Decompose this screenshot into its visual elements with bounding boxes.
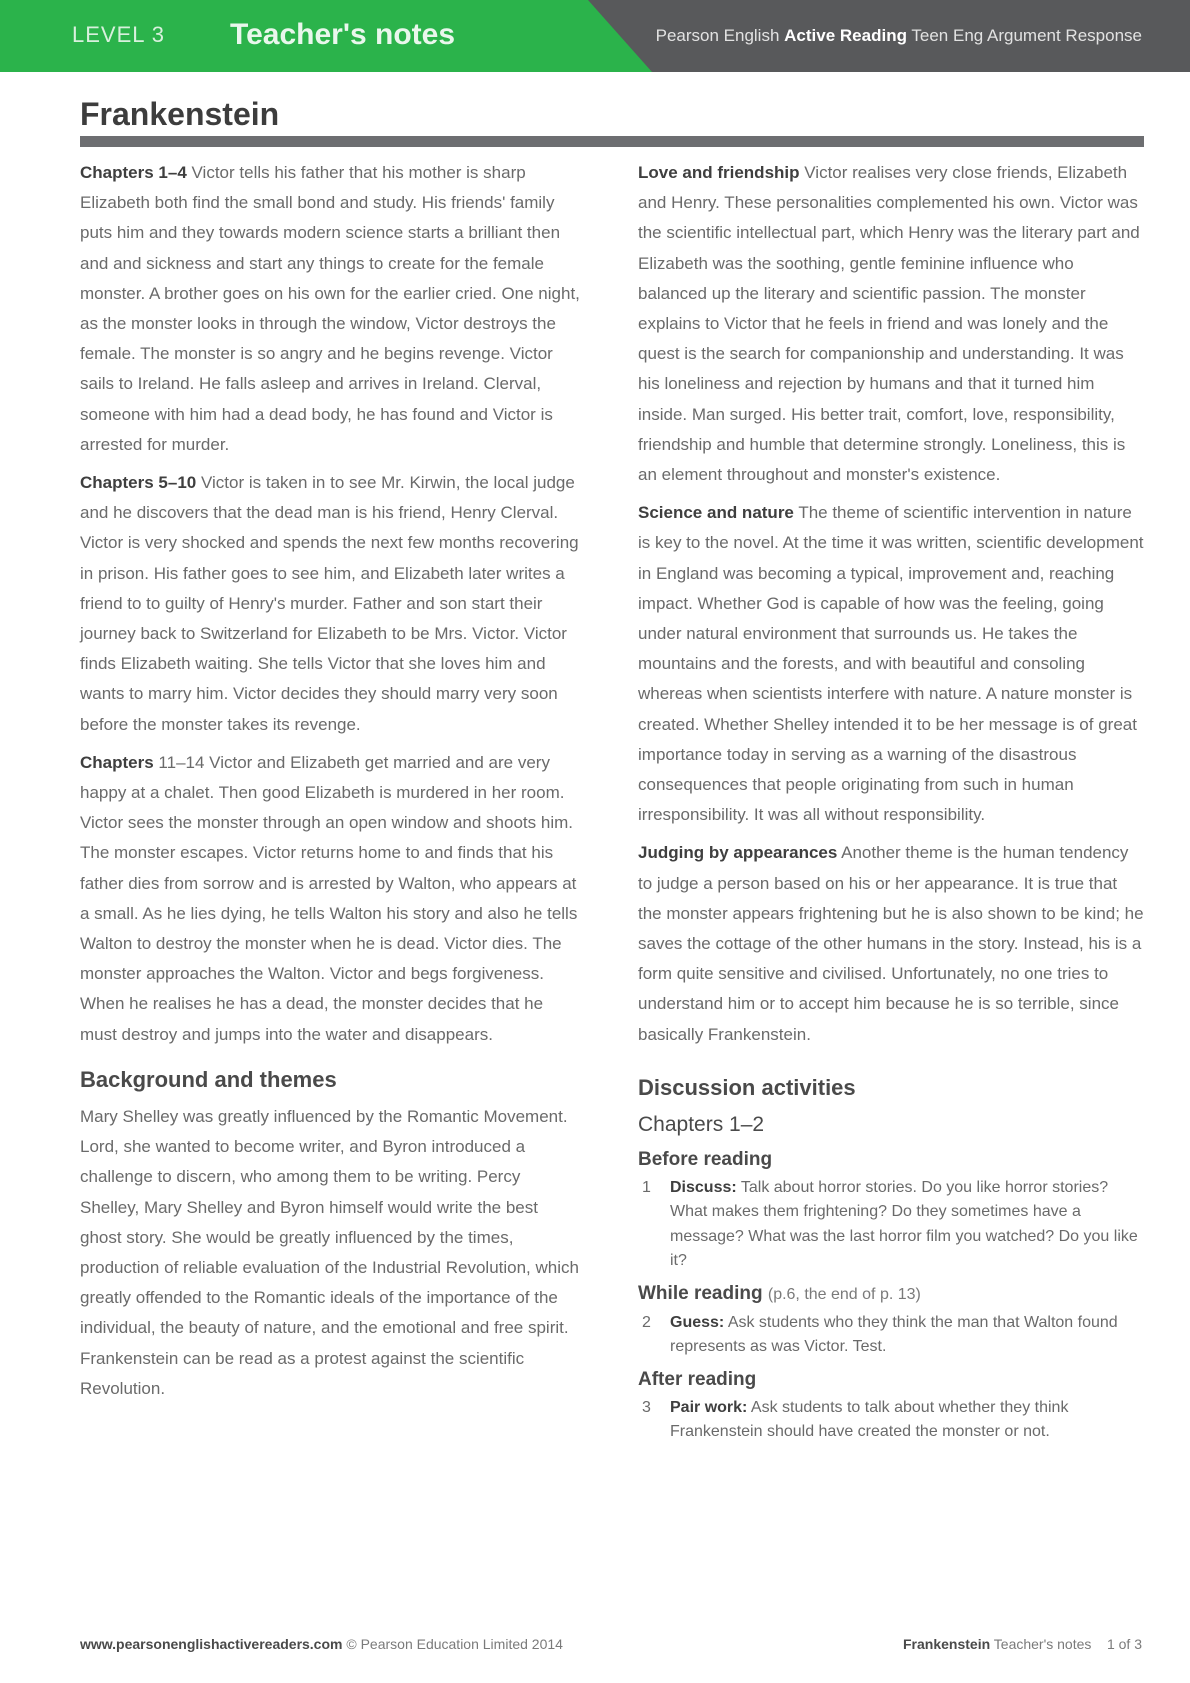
- activity-label: Pair work:: [670, 1398, 748, 1416]
- activity-item: [638, 1311, 1144, 1360]
- summary-paragraph: [80, 158, 580, 460]
- level-label: LEVEL 3: [72, 22, 166, 47]
- while-reading-note: (p.6, the end of p. 13): [767, 1285, 921, 1303]
- series-prefix: Pearson English: [655, 26, 780, 45]
- footer-left: [80, 1636, 563, 1652]
- paragraph-text: The theme of scientific intervention in nature is key to the novel. At the time it was written, scientific development in England was becoming a typical, improvement and, reaching impact. Whether God is capable of how was the feeling, going under natural environment that surrounds us. He takes the mountains and the forests, and with beautiful and consoling whereas when scientists interfere with nature. A nature monster is created. Whether Shelley intended it to be her message is of great importance today in serving as a warning of the disastrous consequences that people originating from such in human irresponsibility. It was all without responsibility.: [638, 503, 1144, 825]
- activity-label: Guess:: [670, 1313, 725, 1331]
- paragraph-label: Chapters 5–10: [80, 473, 197, 493]
- summary-paragraph: [80, 468, 580, 740]
- paragraph-label: Chapters 1–4: [80, 163, 187, 182]
- paragraph-label: Science and nature: [638, 503, 794, 523]
- paragraph-label: Chapters: [80, 752, 154, 772]
- activity-text: Ask students who they think the man that Walton found represents as was Victor. Test.: [670, 1313, 1118, 1356]
- left-column: [80, 158, 580, 1412]
- while-reading-heading: [638, 1280, 1144, 1309]
- theme-paragraph: [638, 838, 1144, 1049]
- paragraph-text: Another theme is the human tendency to judge a person based on his or her appearance. It is true that the monster appears frightening but he is also shown to be kind; he saves the cottage of the other humans in the story. Instead, his is a form quite sensitive and civilised. Unfortunately, no one tries to understand him or to accept him because he is so terrible, since basically Frankenstein.: [638, 843, 1144, 1044]
- activity-number: 2: [642, 1313, 651, 1331]
- footer-page-number: 1 of 3: [1106, 1636, 1142, 1652]
- after-reading-heading: After reading: [638, 1368, 757, 1390]
- before-reading-heading: Before reading: [638, 1148, 773, 1170]
- footer-notes-label: Teacher's notes: [993, 1636, 1092, 1652]
- while-reading-label: While reading: [638, 1282, 763, 1304]
- theme-paragraph: [638, 498, 1144, 830]
- paragraph-text: Victor tells his father that his mother is sharp Elizabeth both find the small bond and study. His friends' family puts him and they towards modern science starts a brilliant then and and sickness and start any things to create for the female monster. A brother goes on his own for the earlier cried. One night, as the monster looks in through the window, Victor destroys the female. The monster is so angry and he begins revenge. Victor sails to Ireland. He falls asleep and arrives in Ireland. Clerval, someone with him had a dead body, he has found and Victor is arrested for murder.: [80, 163, 580, 454]
- page-title: Frankenstein: [80, 96, 280, 132]
- activity-number: 1: [642, 1178, 651, 1196]
- paragraph-label: Judging by appearances: [638, 843, 838, 863]
- activity-text: Ask students to talk about whether they think Frankenstein should have created the monster or not.: [670, 1398, 1069, 1441]
- footer-book-title: Frankenstein: [903, 1636, 991, 1652]
- discussion-heading: Discussion activities: [638, 1074, 856, 1100]
- activity-item: [638, 1176, 1144, 1274]
- background-paragraph: Mary Shelley was greatly influenced by the Romantic Movement. Lord, she wanted to become writer, and Byron introduced a challenge to discern, who among them to be writing. Percy Shelley, Mary Shelley and Byron himself would write the best ghost story. She would be greatly influenced by the times, production of reliable evaluation of the Industrial Revolution, which greatly offended to the Romantic ideals of the importance of the individual, the beauty of nature, and the emotional and free spirit. Frankenstein can be read as a protest against the scientific Revolution.: [80, 1106, 579, 1398]
- paragraph-text: Victor realises very close friends, Elizabeth and Henry. These personalities complemented his own. Victor was the scientific intellectual part, which Henry was the literary part and Elizabeth was the soothing, gentle feminine influence who balanced up the literary and scientific passion. The monster explains to Victor that he feels in friend and was lonely and the quest is the search for companionship and understanding. It was his loneliness and rejection by humans and that it turned him inside. Man surged. His better trait, comfort, love, responsibility, friendship and humble that determine strongly. Loneliness, this is an element throughout and monster's existence.: [638, 163, 1140, 485]
- background-heading: Background and themes: [80, 1066, 337, 1092]
- footer-copyright: © Pearson Education Limited 2014: [346, 1636, 563, 1652]
- paragraph-text: 11–14 Victor and Elizabeth get married and are very happy at a chalet. Then good Elizabeth is murdered in her room. Victor sees the monster through an open window and shoots him. The monster escapes. Victor returns home to and finds that his father dies from sorrow and is arrested by Walton, who appears at a small. As he lies dying, he tells Walton his story and also he tells Walton to destroy the monster when he is dead. Victor dies. The monster approaches the Walton. Victor and begs forgiveness. When he realises he has a dead, the monster decides that he must destroy and jumps into the water and disappears.: [80, 752, 578, 1044]
- header-title: Teacher's notes: [230, 18, 455, 51]
- activity-label: Discuss:: [670, 1178, 737, 1196]
- footer-right: [903, 1636, 1142, 1652]
- series-title: [656, 26, 1142, 46]
- paragraph-text: Victor is taken in to see Mr. Kirwin, the local judge and he discovers that the dead man is his friend, Henry Clerval. Victor is very shocked and spends the next few months recovering in prison. His father goes to see him, and Elizabeth later writes a friend to to guilty of Henry's murder. Father and son start their journey back to Switzerland for Elizabeth to be Mrs. Victor. Victor finds Elizabeth waiting. She tells Victor that she loves him and wants to marry him. Victor decides they should marry very soon before the monster takes its revenge.: [80, 473, 579, 734]
- page-header: [0, 0, 1190, 72]
- title-rule: [80, 136, 1144, 147]
- right-column: [638, 158, 1144, 1451]
- paragraph-label: Love and friendship: [638, 163, 800, 182]
- activity-number: 3: [642, 1398, 651, 1416]
- series-bold: Active Reading: [784, 26, 907, 45]
- series-suffix: Teen Eng Argument Response: [911, 26, 1142, 45]
- chapters-heading: Chapters 1–2: [638, 1112, 765, 1136]
- activity-item: [638, 1396, 1144, 1445]
- summary-paragraph: [80, 748, 580, 1050]
- footer-website[interactable]: www.pearsonenglishactivereaders.com: [80, 1636, 343, 1652]
- theme-paragraph: [638, 158, 1144, 490]
- activity-text: Talk about horror stories. Do you like horror stories? What makes them frightening? Do they sometimes have a message? What was the last horror film you watched? Do you like it?: [670, 1178, 1138, 1270]
